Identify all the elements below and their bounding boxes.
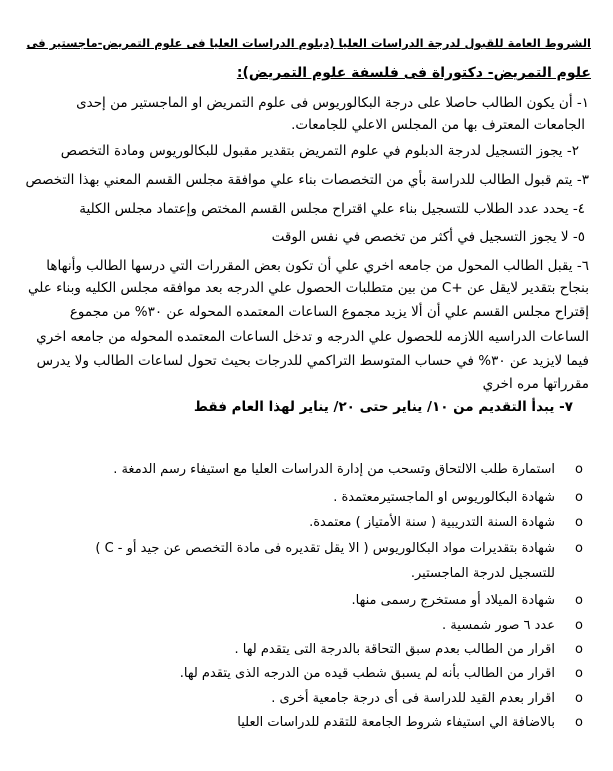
document-text: اقرار من الطالب بأنه لم يسبق شطب قيده من الدرجه الذى يتقدم لها.	[179, 666, 555, 681]
condition-6-line-2: بنجاح بتقدير لايقل عن +C من بين متطلبات الحصول علي الدرجه بعد موافقه مجلس الكليه وبناء علي	[28, 280, 589, 296]
condition-6-line-6: مقرراتها مره اخري	[482, 376, 589, 392]
condition-1-line-2: الجامعات المعترف بها من المجلس الاعلي للجامعات.	[291, 117, 585, 133]
title-line-2: علوم التمريض- دكتوراة فى فلسفة علوم التمريض):	[236, 65, 591, 81]
document-text: شهادة السنة التدريبية ( سنة الأمتياز ) معتمدة.	[309, 515, 555, 530]
condition-6-line-1: ٦- يقبل الطالب المحول من جامعه اخري علي أن تكون بعض المقررات التي درسها الطالب وأنهاها	[46, 258, 589, 274]
document-text: اقرار بعدم القيد للدراسة فى أى درجة جامعية أخرى .	[271, 691, 555, 706]
bullet-icon: o	[575, 715, 583, 730]
condition-5: ٥- لا يجوز التسجيل في أكثر من تخصص في نفس الوقت	[271, 229, 585, 245]
title-line-1: الشروط العامة للقبول لدرجة الدراسات العليا (دبلوم الدراسات العليا فى علوم التمريض-ماجستير فى	[26, 36, 591, 50]
document-text: بالاضافة الي استيفاء شروط الجامعة للتقدم للدراسات العليا	[237, 715, 555, 730]
document-text: شهادة البكالوريوس او الماجستيرمعتمدة .	[333, 490, 555, 505]
document-text: شهادة الميلاد أو مستخرج رسمى منها.	[351, 593, 555, 608]
condition-3: ٣- يتم قبول الطالب للدراسة بأي من التخصصات بناء علي موافقة مجلس القسم المعني بهذا التخصص	[25, 172, 589, 188]
condition-6-line-4: الساعات الدراسيه اللازمه للحصول علي الدرجه و تدخل الساعات المعتمده المحوله من جامعه اخري	[36, 329, 589, 345]
condition-7: ٧- يبدأ التقديم من ١٠/ يناير حتى ٢٠/ يناير لهذا العام فقط	[193, 399, 573, 415]
condition-6-line-5: فيما لايزيد عن ٣٠% في حساب المتوسط التراكمي للدرجات بحيث تحول لساعات الطالب ولا يدرس	[36, 353, 589, 369]
bullet-icon: o	[575, 666, 583, 681]
document-text: عدد ٦ صور شمسية .	[442, 618, 555, 633]
condition-6-line-3: إقتراح مجلس القسم علي أن ألا يزيد مجموع الساعات المعتمده المحوله عن ٣٠% من مجموع	[69, 304, 589, 320]
bullet-icon: o	[575, 691, 583, 706]
bullet-icon: o	[575, 515, 583, 530]
condition-4: ٤- يحدد عدد الطلاب للتسجيل بناء علي اقتراح مجلس القسم المختص وإعتماد مجلس الكلية	[79, 201, 585, 217]
bullet-icon: o	[575, 642, 583, 657]
bullet-icon: o	[575, 593, 583, 608]
document-text: استمارة طلب الالتحاق وتسحب من إدارة الدراسات العليا مع استيفاء رسم الدمغة .	[113, 462, 555, 477]
condition-1-line-1: ١- أن يكون الطالب حاصلا على درجة البكالوريوس فى علوم التمريض او الماجستير من إحدى	[76, 95, 589, 111]
document-text: اقرار من الطالب بعدم سبق التحاقة بالدرجة التى يتقدم لها .	[234, 642, 555, 657]
bullet-icon: o	[575, 462, 583, 477]
document-text: شهادة بتقديرات مواد البكالوريوس ( الا يقل تقديره فى مادة التخصص عن جيد أو - C )	[95, 541, 555, 556]
bullet-icon: o	[575, 618, 583, 633]
condition-2: ٢- يجوز التسجيل لدرجة الدبلوم في علوم التمريض بتقدير مقبول للبكالوريوس ومادة التخصص	[60, 143, 579, 159]
bullet-icon: o	[575, 541, 583, 556]
bullet-icon: o	[575, 490, 583, 505]
document-continuation: للتسجيل لدرجة الماجستير.	[410, 566, 555, 581]
